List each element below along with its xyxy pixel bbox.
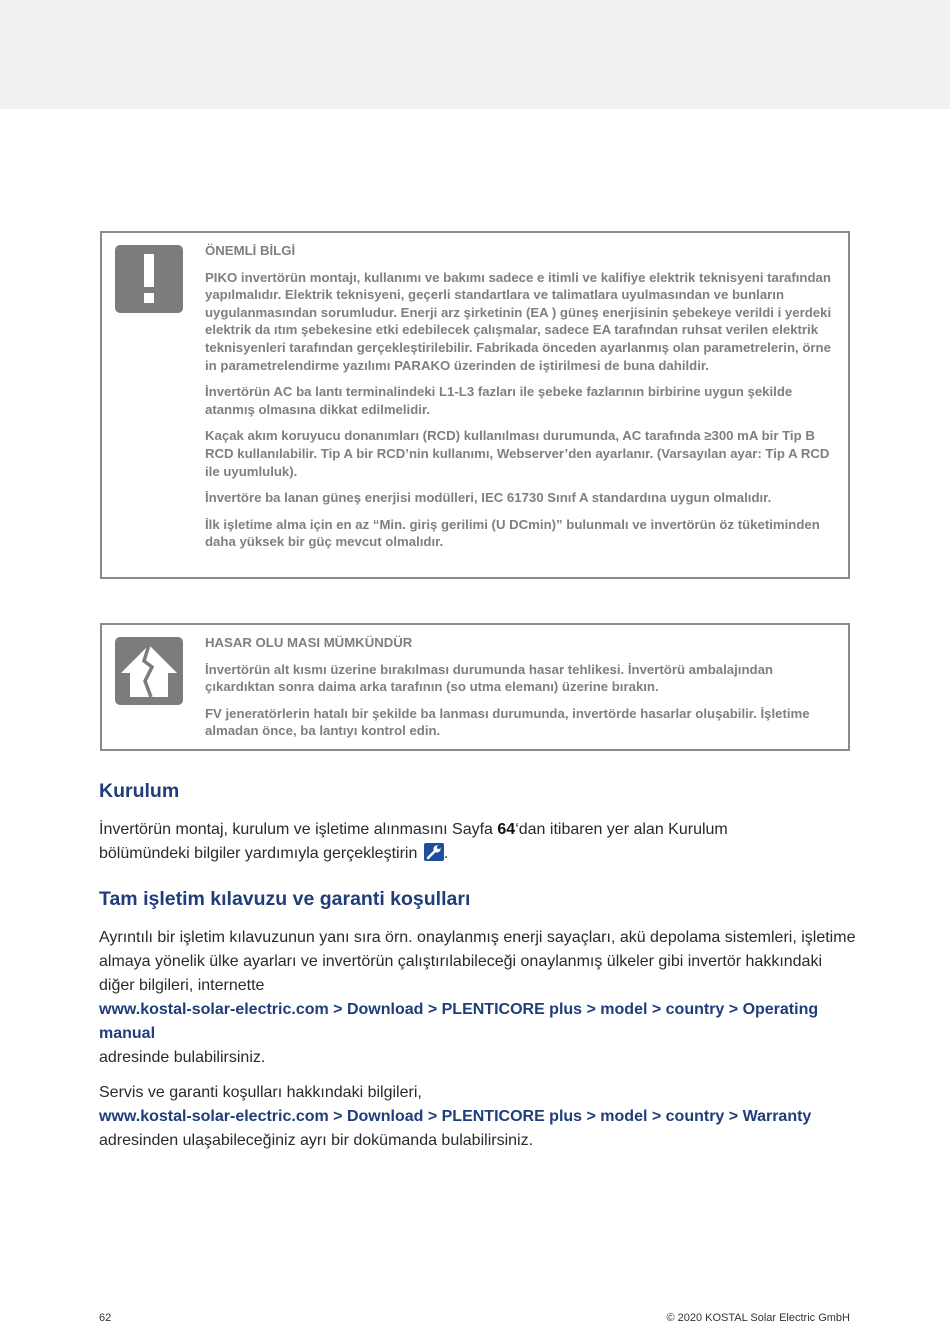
notice-paragraph: PIKO invertörün montajı, kullanımı ve bakımı sadece e itimli ve kalifiye elektrik teknisyeni tarafından yapılmalıdır. Elektrik teknisyeni, geçerli standartlara ve talimatlara uyulmasından ve bunların uygulanmasından sorumludur. Enerji arz şirketinin (EA ) güneş enerjisinin şebekeye verildi i yerdeki elektrik da ıtım şebekesine etki edebilecek çalışmalar, sadece EA tarafından ruhsat verilen elektrik teknisyenleri tarafından gerçekleştirilebilir. Fabrikada önceden ayarlanmış olan parametrelerin, örne in parametrelendirme yazılımı PARAKO üzerinden de iştirilmesi de buna dahildir. bbox=[205, 269, 832, 373]
damage-notice-box bbox=[100, 623, 850, 751]
section-title-manual: Tam işletim kılavuzu ve garanti koşulları bbox=[99, 888, 471, 910]
notice-paragraph: Kaçak akım koruyucu donanımları (RCD) kullanılması durumunda, AC tarafında ≥300 mA bir Tip B RCD kullanılabilir. Tip A bir RCD’nin kullanımı, Webserver’den ayarlanır. (Varsayılan ayar: Tip A RCD ile uyumluluk). bbox=[205, 428, 830, 479]
warranty-text: Servis ve garanti koşulları hakkındaki bilgileri, bbox=[99, 1084, 422, 1101]
manual-text: Ayrıntılı bir işletim kılavuzunun yanı sıra örn. onaylanmış enerji sayaçları, akü depolama sistemleri, işletime almaya yönelik ülke ayarları ve invertörün çalıştırılabileceği onaylanmış ülkeler gibi invertör hakkındaki diğer bilgileri, internette bbox=[99, 929, 856, 994]
kurulum-end: . bbox=[443, 845, 449, 862]
notice-paragraph: İnvertörün AC ba lantı terminalindeki L1-L3 fazları ile şebeke fazlarının birbirine uygun şekilde atanmış olmasına dikkat edilmelidir. bbox=[205, 384, 793, 417]
kurulum-text: ‘dan itibaren yer alan Kurulum bölümündeki bilgiler yardımıyla gerçekleştirin bbox=[99, 821, 728, 862]
kurulum-text: İnvertörün montaj, kurulum ve işletime alınmasını Sayfa bbox=[99, 821, 498, 838]
header-band bbox=[0, 0, 950, 109]
notice-paragraph: FV jeneratörlerin hatalı bir şekilde ba lanması durumunda, invertörde hasarlar oluşabilir. İşletime almadan önce, ba lantıyı kontrol edin. bbox=[205, 705, 810, 739]
notice-paragraph: İlk işletime alma için en az “Min. giriş gerilimi (U DCmin)” bulunmalı ve invertörün öz tüketiminden daha yüksek bir güç mevcut olmalıdır. bbox=[205, 516, 820, 550]
page-reference: 64 bbox=[497, 821, 516, 838]
kurulum-paragraph bbox=[99, 818, 789, 866]
warranty-paragraph bbox=[99, 1081, 859, 1153]
manual-text-end: adresinde bulabilirsiniz. bbox=[99, 1049, 266, 1066]
damaged-house-icon bbox=[115, 637, 183, 705]
section-title-kurulum: Kurulum bbox=[99, 780, 180, 802]
page-number: 62 bbox=[99, 1312, 112, 1324]
operating-manual-link[interactable]: www.kostal-solar-electric.com > Download > PLENTICORE plus > model > country > Operating manual bbox=[99, 1001, 819, 1042]
notice-title: HASAR OLU MASI MÜMKÜNDÜR bbox=[205, 635, 413, 650]
copyright: © 2020 KOSTAL Solar Electric GmbH bbox=[666, 1312, 850, 1324]
notice-title: ÖNEMLİ BİLGİ bbox=[205, 243, 296, 258]
manual-paragraph bbox=[99, 926, 859, 1070]
notice-paragraph: İnvertörün alt kısmı üzerine bırakılması durumunda hasar tehlikesi. İnvertörü ambalajından çıkardıktan sonra daima arka tarafının (so utma elemanı) üzerine bırakın. bbox=[205, 661, 773, 695]
notice-paragraph: İnvertöre ba lanan güneş enerjisi modülleri, IEC 61730 Sınıf A standardına uygun olmalıdır. bbox=[205, 490, 772, 506]
wrench-icon bbox=[424, 843, 444, 861]
warranty-link[interactable]: www.kostal-solar-electric.com > Download > PLENTICORE plus > model > country > Warranty bbox=[99, 1108, 812, 1125]
exclamation-icon bbox=[115, 245, 183, 313]
important-notice-box bbox=[100, 231, 850, 579]
warranty-text-end: adresinden ulaşabileceğiniz ayrı bir dokümanda bulabilirsiniz. bbox=[99, 1132, 534, 1149]
